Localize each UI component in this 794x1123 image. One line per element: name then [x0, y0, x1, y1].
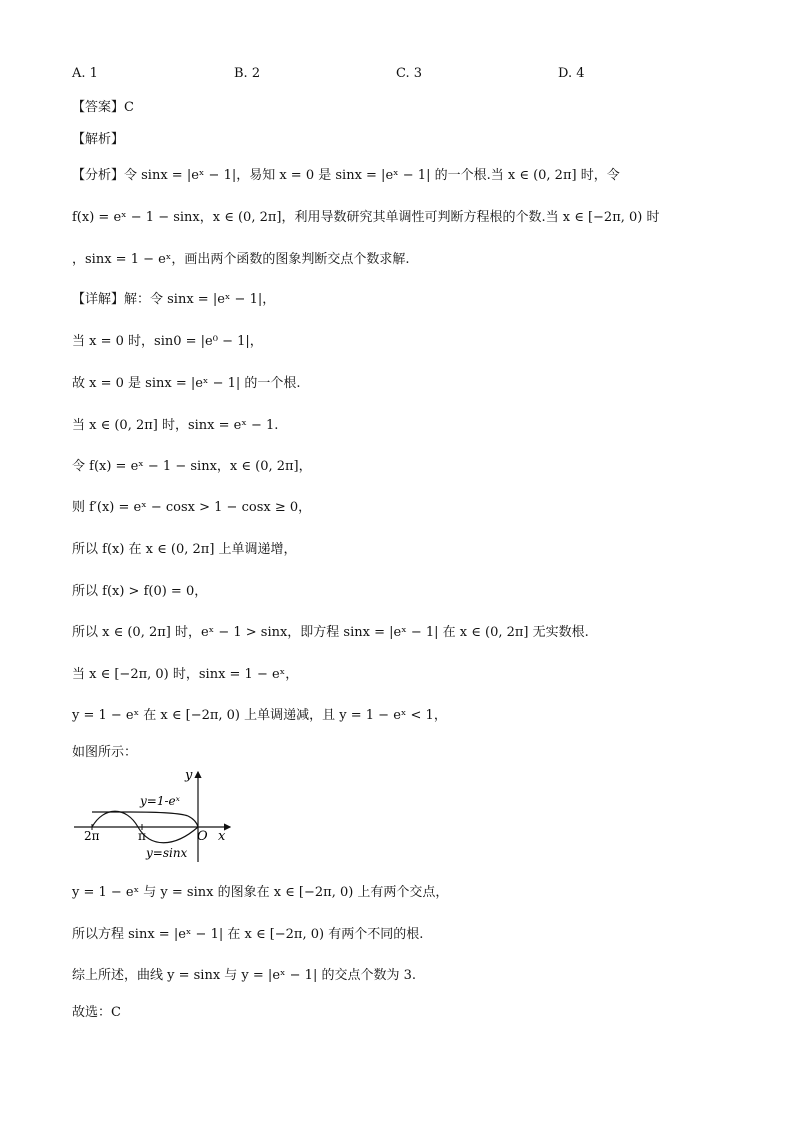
answer-tag: 【答案】	[72, 100, 125, 115]
answer-value: C	[124, 100, 134, 115]
tick-label-pi: π	[138, 829, 146, 843]
answer-line	[72, 98, 134, 118]
solution-line: 令 f(x) = eˣ − 1 − sinx，x ∈ (0, 2π]，	[72, 459, 312, 474]
solution-line: 【分析】令 sinx = |eˣ − 1|，易知 x = 0 是 sinx = |eˣ − 1| 的一个根.当 x ∈ (0, 2π] 时，令	[72, 168, 620, 183]
solution-line: 所以 f(x) 在 x ∈ (0, 2π] 上单调递增，	[72, 542, 297, 557]
analysis-tag: 【解析】	[72, 132, 125, 147]
solution-line: 所以 f(x) > f(0) = 0，	[72, 584, 208, 599]
solution-line: 综上所述，曲线 y = sinx 与 y = |eˣ − 1| 的交点个数为 3.	[72, 968, 416, 983]
origin-label: O	[197, 829, 208, 844]
curve-sinx-label: y=sinx	[146, 846, 188, 860]
solution-line: y = 1 − eˣ 在 x ∈ [−2π, 0) 上单调递减，且 y = 1 − eˣ < 1，	[72, 708, 447, 723]
x-axis-label: x	[218, 829, 226, 844]
option-a: A. 1	[72, 66, 98, 81]
solution-line: ，sinx = 1 − eˣ，画出两个函数的图象判断交点个数求解.	[72, 252, 410, 267]
curve-one-minus-exp	[92, 812, 198, 827]
solution-line: 故 x = 0 是 sinx = |eˣ − 1| 的一个根.	[72, 376, 301, 391]
solution-line: 当 x ∈ (0, 2π] 时，sinx = eˣ − 1.	[72, 418, 279, 433]
final-answer-line: 故选：C	[72, 1005, 121, 1020]
solution-line: y = 1 − eˣ 与 y = sinx 的图象在 x ∈ [−2π, 0) 上有两个交点，	[72, 885, 449, 900]
solution-line: 所以方程 sinx = |eˣ − 1| 在 x ∈ [−2π, 0) 有两个不同的根.	[72, 927, 424, 942]
solution-line: f(x) = eˣ − 1 − sinx，x ∈ (0, 2π]，利用导数研究其单调性可判断方程根的个数.当 x ∈ [−2π, 0) 时	[72, 210, 660, 225]
curve-one-minus-exp-label: y=1-eˣ	[140, 794, 180, 808]
option-d: D. 4	[558, 66, 585, 81]
tick-label-2pi: 2π	[84, 829, 100, 843]
y-axis-label: y	[185, 768, 193, 783]
option-b: B. 2	[234, 66, 261, 81]
function-graph-figure	[70, 766, 240, 866]
solution-line: 当 x ∈ [−2π, 0) 时，sinx = 1 − eˣ，	[72, 667, 299, 682]
solution-line: 所以 x ∈ (0, 2π] 时，eˣ − 1 > sinx，即方程 sinx = |eˣ − 1| 在 x ∈ (0, 2π] 无实数根.	[72, 625, 589, 640]
option-c: C. 3	[396, 66, 423, 81]
solution-line: 当 x = 0 时，sin0 = |e⁰ − 1|，	[72, 334, 263, 349]
solution-line: 【详解】解：令 sinx = |eˣ − 1|，	[72, 292, 276, 307]
solution-line: 如图所示：	[72, 745, 138, 760]
solution-line: 则 f′(x) = eˣ − cosx > 1 − cosx ≥ 0，	[72, 500, 312, 515]
